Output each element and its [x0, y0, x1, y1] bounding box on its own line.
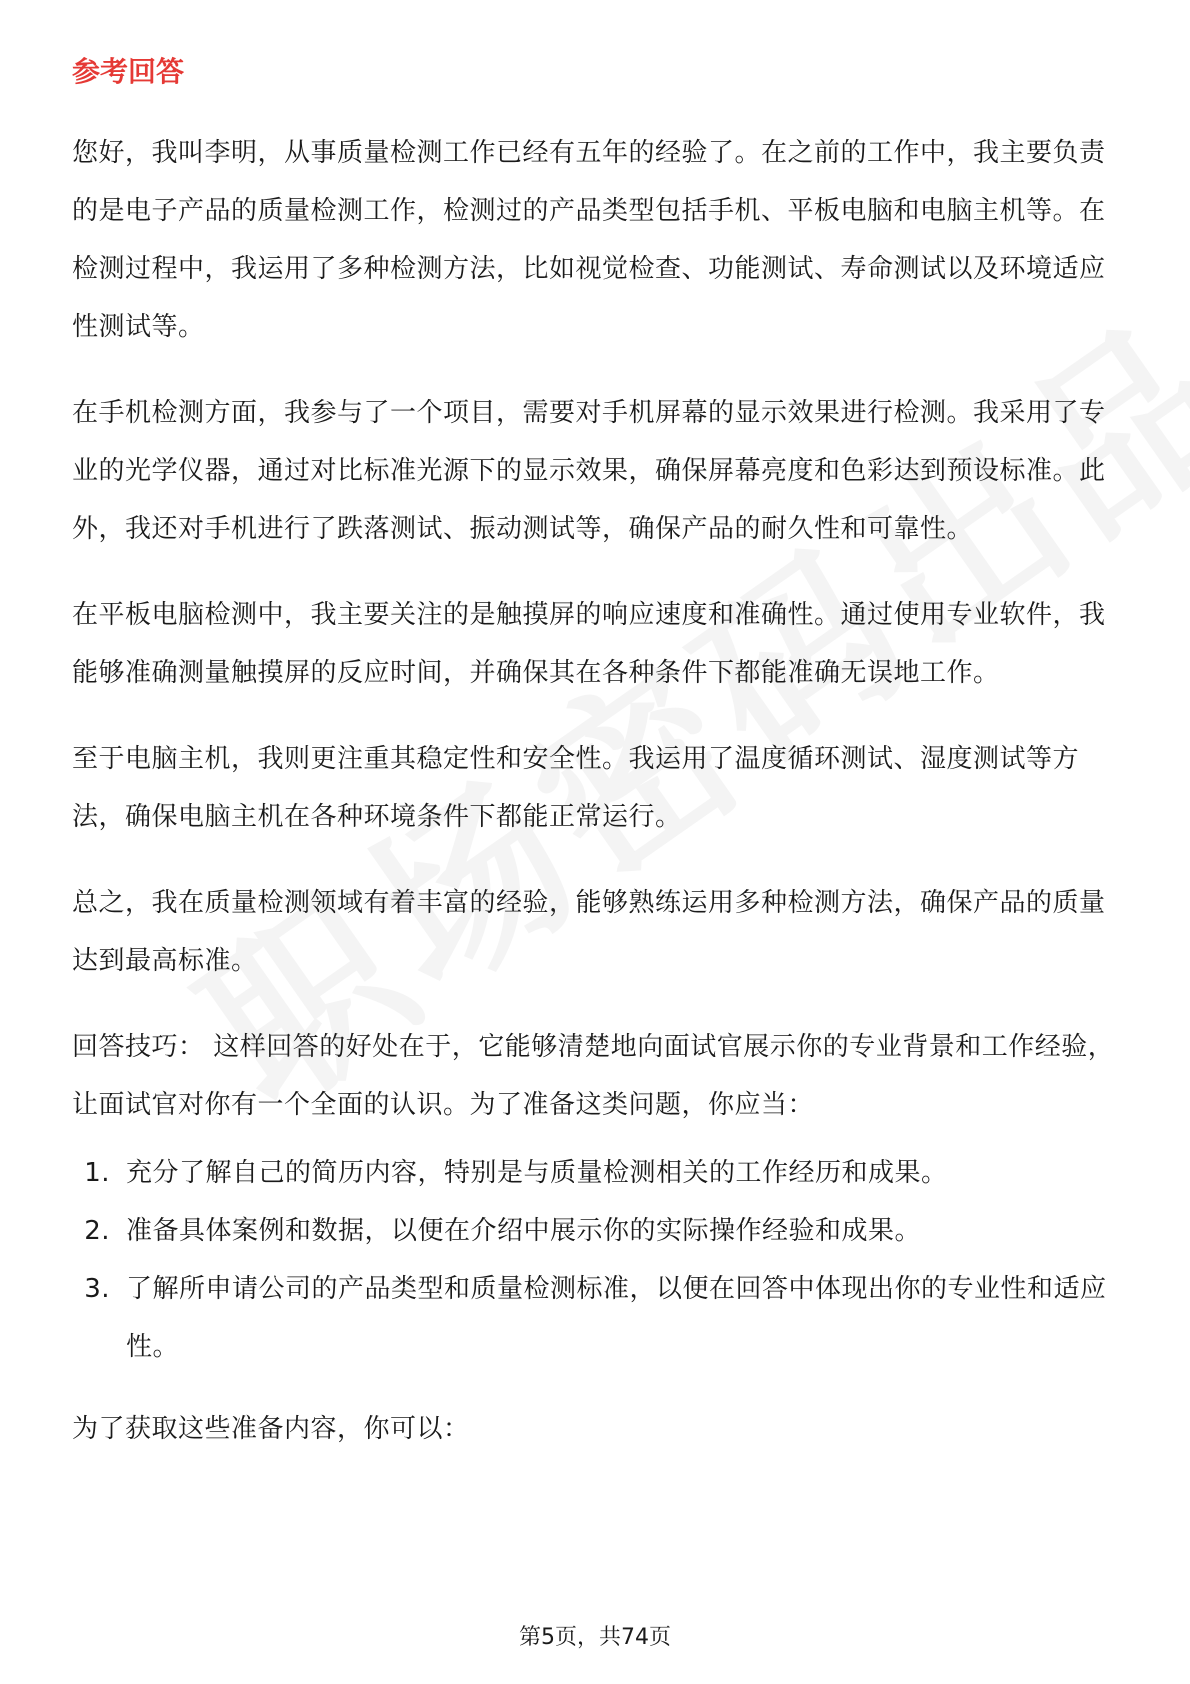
tips-intro: 回答技巧： 这样回答的好处在于，它能够清楚地向面试官展示你的专业背景和工作经验，让面试官对你有一个全面的认识。为了准备这类问题，你应当： — [72, 1032, 1115, 1120]
tips-list — [72, 1144, 1122, 1376]
list-item — [72, 1144, 1122, 1202]
page-number: 第5页，共74页 — [519, 1625, 671, 1650]
paragraph-summary: 总之，我在质量检测领域有着丰富的经验，能够熟练运用多种检测方法，确保产品的质量达到最高标准。 — [72, 888, 1106, 976]
list-item-text: 充分了解自己的简历内容，特别是与质量检测相关的工作经历和成果。 — [126, 1158, 948, 1188]
paragraph-phone: 在手机检测方面，我参与了一个项目，需要对手机屏幕的显示效果进行检测。我采用了专业的光学仪器，通过对比标准光源下的显示效果，确保屏幕亮度和色彩达到预设标准。此外，我还对手机进行了跌落测试、振动测试等，确保产品的耐久性和可靠性。 — [72, 398, 1106, 544]
list-item — [72, 1260, 1122, 1376]
paragraph-intro: 您好，我叫李明，从事质量检测工作已经有五年的经验了。在之前的工作中，我主要负责的是电子产品的质量检测工作，检测过的产品类型包括手机、平板电脑和电脑主机等。在检测过程中，我运用了多种检测方法，比如视觉检查、功能测试、寿命测试以及环境适应性测试等。 — [72, 138, 1106, 342]
list-item-text: 了解所申请公司的产品类型和质量检测标准，以便在回答中体现出你的专业性和适应性。 — [126, 1274, 1107, 1362]
paragraph-pc: 至于电脑主机，我则更注重其稳定性和安全性。我运用了温度循环测试、湿度测试等方法，确保电脑主机在各种环境条件下都能正常运行。 — [72, 744, 1080, 832]
section-title: 参考回答 — [72, 55, 185, 88]
paragraph-tablet: 在平板电脑检测中，我主要关注的是触摸屏的响应速度和准确性。通过使用专业软件，我能够准确测量触摸屏的反应时间，并确保其在各种条件下都能准确无误地工作。 — [72, 600, 1106, 688]
list-item-text: 准备具体案例和数据，以便在介绍中展示你的实际操作经验和成果。 — [126, 1216, 922, 1246]
list-item-number: 1. — [84, 1158, 110, 1188]
list-item-number: 2. — [84, 1216, 110, 1246]
list-item-number: 3. — [84, 1274, 110, 1304]
document-body — [72, 48, 1122, 1486]
closing-line: 为了获取这些准备内容，你可以： — [72, 1414, 470, 1444]
list-item — [72, 1202, 1122, 1260]
